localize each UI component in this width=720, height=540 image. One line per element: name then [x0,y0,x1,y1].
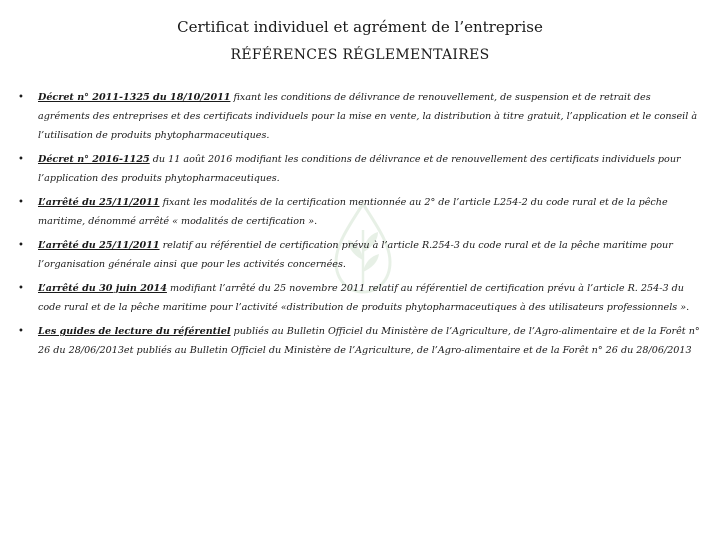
bullet: • [18,92,24,103]
bullet: • [18,326,24,337]
reference-text: relatif au référentiel de certification prévu à l’article R.254-3 du code rural et de la pêche maritime pour l’organisation générale ainsi que pour les activités concernées. [38,240,673,270]
reference-link[interactable]: L’arrêté du 25/11/2011 [38,197,160,208]
bullet: • [18,154,24,165]
reference-text: fixant les conditions de délivrance de renouvellement, de suspension et de retrait des agréments des entreprises et des certificats individuels pour la mise en vente, la distribution à titre gratuit, l’application et le conseil à l’utilisation de produits phytopharmaceutiques. [38,92,698,141]
page-subtitle: RÉFÉRENCES RÉGLEMENTAIRES [230,47,490,63]
reference-list [18,88,702,365]
reference-text: du 11 août 2016 modifiant les conditions de délivrance et de renouvellement des certificats individuels pour l’application des produits phytopharmaceutiques. [38,154,681,184]
bullet: • [18,283,24,294]
page-title: Certificat individuel et agrément de l’entreprise [177,18,543,36]
list-item [18,236,702,274]
list-item [18,150,702,188]
reference-link[interactable]: Décret n° 2011-1325 du 18/10/2011 [38,92,231,103]
reference-link[interactable]: L’arrêté du 25/11/2011 [38,240,160,251]
list-item [18,279,702,317]
reference-link[interactable]: Les guides de lecture du référentiel [38,326,231,337]
reference-link[interactable]: L’arrêté du 30 juin 2014 [38,283,167,294]
reference-link[interactable]: Décret n° 2016-1125 [38,154,150,165]
reference-text: modifiant l’arrêté du 25 novembre 2011 relatif au référentiel de certification prévu à l’article R. 254-3 du code rural et de la pêche maritime pour l’activité «distribution de produits phytopharmaceutiques à des utilisateurs professionnels ». [38,283,690,313]
reference-text: fixant les modalités de la certification mentionnée au 2° de l’article L254-2 du code rural et de la pêche maritime, dénommé arrêté « modalités de certification ». [38,197,668,227]
list-item [18,88,702,145]
reference-text: publiés au Bulletin Officiel du Ministère de l’Agriculture, de l’Agro-alimentaire et de la Forêt n° 26 du 28/06/2013et publiés au Bulletin Officiel du Ministère de l’Agriculture, de l’Agro-alimentaire et de la Forêt n° 26 du 28/06/2013 [38,326,700,356]
bullet: • [18,240,24,251]
list-item [18,322,702,360]
bullet: • [18,197,24,208]
list-item [18,193,702,231]
